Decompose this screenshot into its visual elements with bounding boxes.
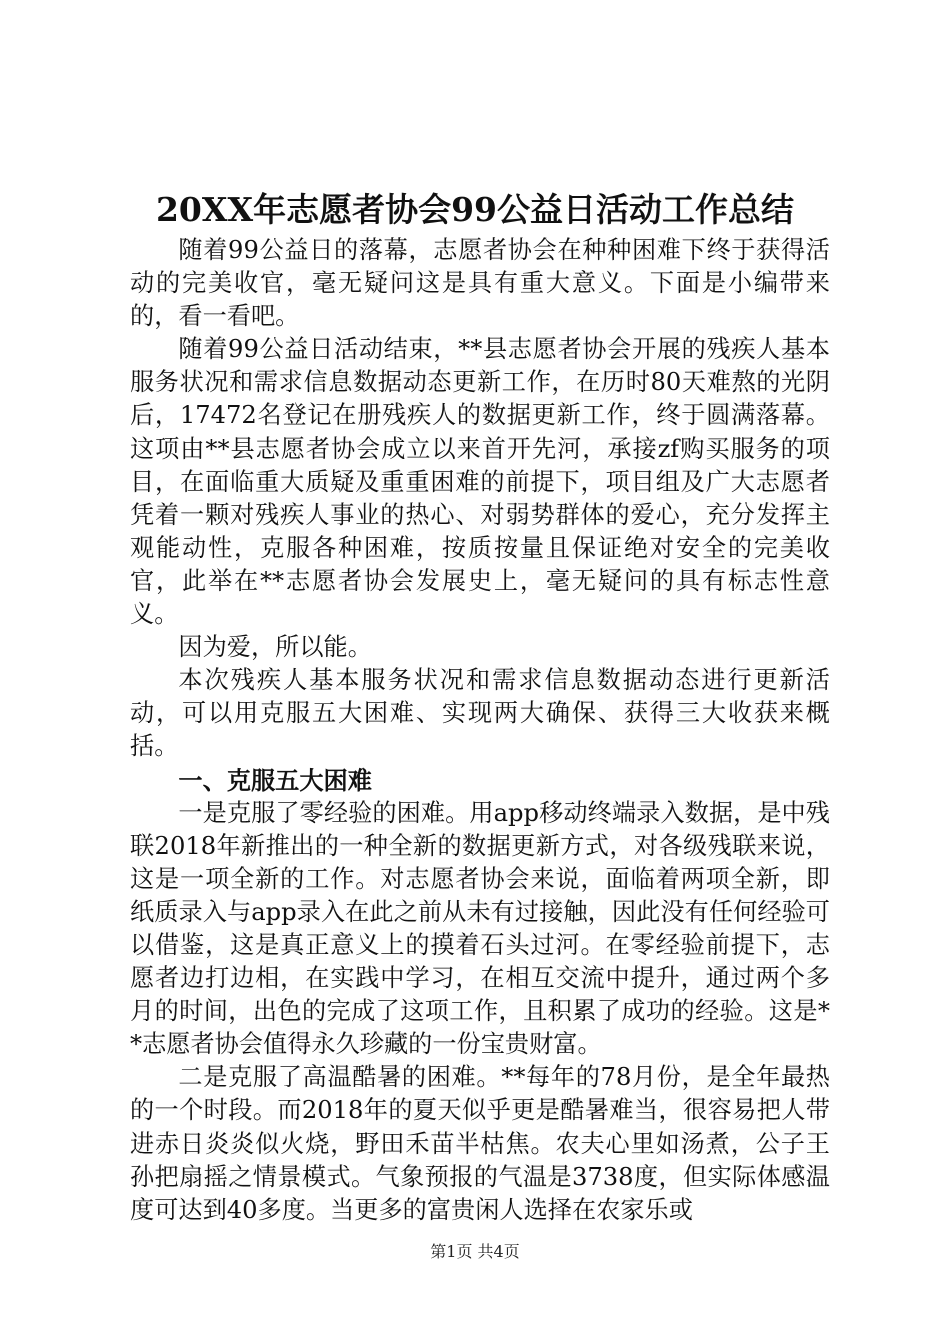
paragraph-summary: 随着99公益日活动结束，**县志愿者协会开展的残疾人基本服务状况和需求信息数据动态更新工作，在历时80天难熬的光阴后，17472名登记在册残疾人的数据更新工作，终于圆满落幕。这项由**县志愿者协会成立以来首开先河，承接zf购买服务的项目，在面临重大质疑及重重困难的前提下，项目组及广大志愿者凭着一颗对残疾人事业的热心、对弱势群体的爱心，充分发挥主观能动性，克服各种困难，按质按量且保证绝对安全的完美收官，此举在**志愿者协会发展史上，毫无疑问的具有标志性意义。 bbox=[130, 335, 830, 629]
paragraph-motto: 因为爱，所以能。 bbox=[178, 633, 372, 662]
section-heading: 一、克服五大困难 bbox=[178, 765, 372, 795]
document-body bbox=[130, 234, 830, 1227]
page-footer: 第1页 共4页 bbox=[430, 1242, 520, 1261]
paragraph-difficulty-1: 一是克服了零经验的困难。用app移动终端录入数据，是中残联2018年新推出的一种全新的数据更新方式，对各级残联来说，这是一项全新的工作。对志愿者协会来说，面临着两项全新，即纸质录入与app录入在此之前从未有过接触，因此没有任何经验可以借鉴，这是真正意义上的摸着石头过河。在零经验前提下，志愿者边打边相，在实践中学习，在相互交流中提升，通过两个多月的时间，出色的完成了这项工作，且积累了成功的经验。这是**志愿者协会值得永久珍藏的一份宝贵财富。 bbox=[130, 798, 830, 1059]
paragraph-intro: 随着99公益日的落幕，志愿者协会在种种困难下终于获得活动的完美收官，毫无疑问这是具有重大意义。下面是小编带来的，看一看吧。 bbox=[130, 236, 830, 331]
paragraph-difficulty-2: 二是克服了高温酷暑的困难。**每年的78月份，是全年最热的一个时段。而2018年的夏天似乎更是酷暑难当，很容易把人带进赤日炎炎似火烧，野田禾苗半枯焦。农夫心里如汤煮，公子王孙把扇摇之情景模式。气象预报的气温是3738度，但实际体感温度可达到40多度。当更多的富贵闲人选择在农家乐或 bbox=[130, 1063, 830, 1224]
paragraph-overview: 本次残疾人基本服务状况和需求信息数据动态进行更新活动，可以用克服五大困难、实现两大确保、获得三大收获来概括。 bbox=[130, 666, 830, 761]
document-title: 20XX年志愿者协会99公益日活动工作总结 bbox=[155, 190, 795, 229]
